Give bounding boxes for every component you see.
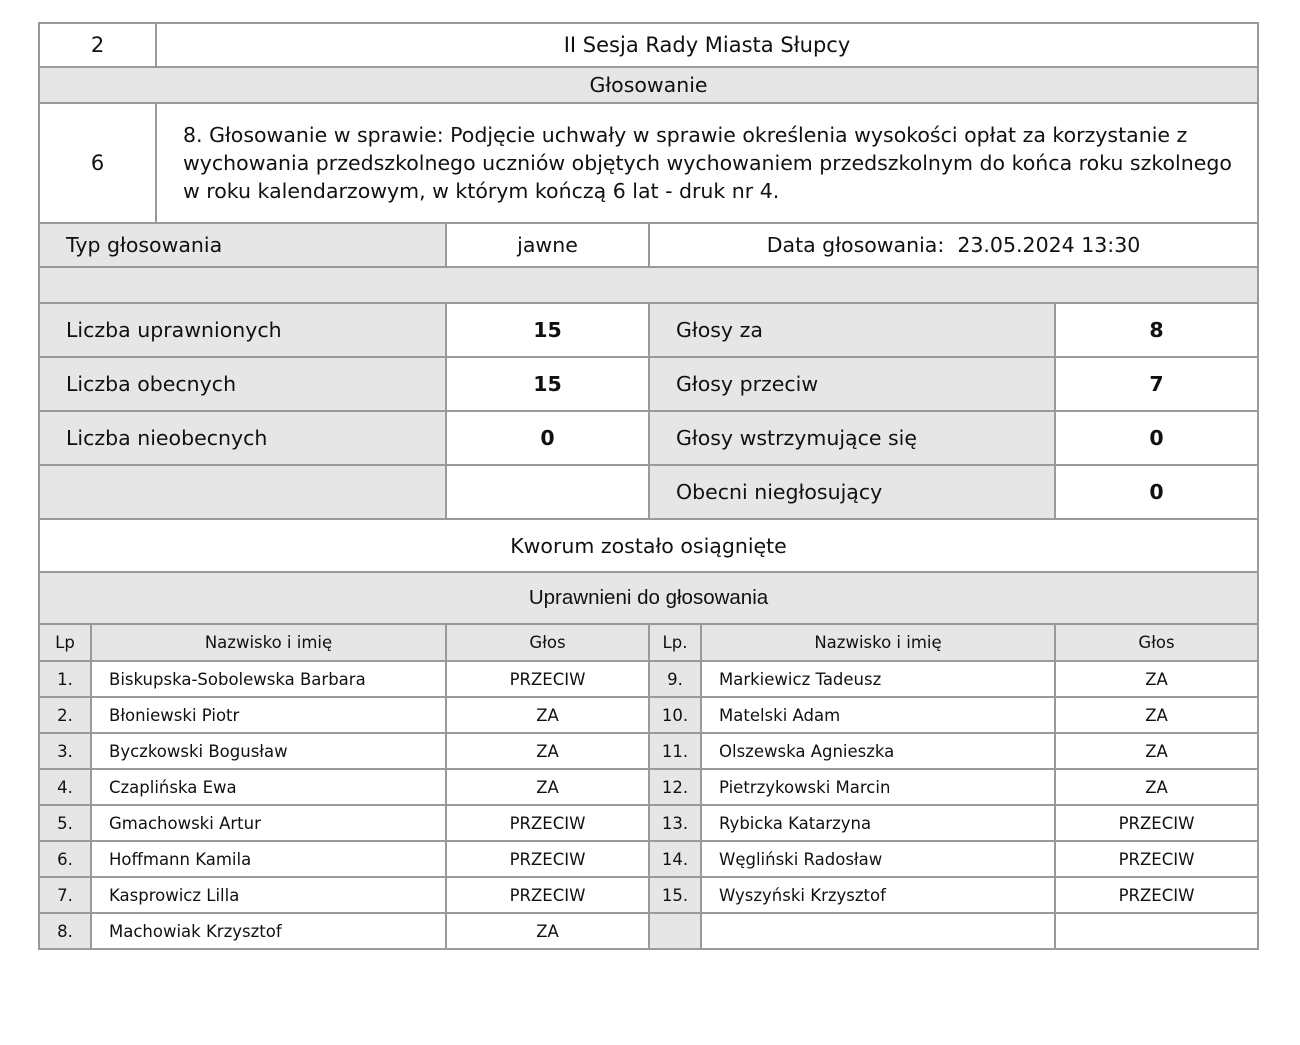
stat-label xyxy=(39,465,446,519)
table-row xyxy=(39,697,1258,733)
voter-lp: 4. xyxy=(39,769,91,805)
voter-name: Czaplińska Ewa xyxy=(91,769,446,805)
col-header-vote: Głos xyxy=(446,624,649,661)
voter-lp: 11. xyxy=(649,733,701,769)
voting-report xyxy=(38,22,1257,950)
voter-lp: 15. xyxy=(649,877,701,913)
voter-name: Markiewicz Tadeusz xyxy=(701,661,1055,697)
voter-lp: 7. xyxy=(39,877,91,913)
voter-vote: ZA xyxy=(446,769,649,805)
spacer-row xyxy=(39,267,1258,303)
voter-lp: 14. xyxy=(649,841,701,877)
stat-row xyxy=(39,357,1258,411)
voter-lp xyxy=(649,913,701,949)
stat-value: 0 xyxy=(1055,411,1258,465)
col-header-vote: Głos xyxy=(1055,624,1258,661)
voter-vote: PRZECIW xyxy=(446,661,649,697)
voter-vote: PRZECIW xyxy=(1055,877,1258,913)
vote-date xyxy=(649,223,1258,267)
voter-name: Błoniewski Piotr xyxy=(91,697,446,733)
vote-type-value: jawne xyxy=(446,223,649,267)
voter-name xyxy=(701,913,1055,949)
table-row xyxy=(39,661,1258,697)
item-number: 6 xyxy=(39,103,156,223)
voter-lp: 8. xyxy=(39,913,91,949)
voter-name: Rybicka Katarzyna xyxy=(701,805,1055,841)
voter-lp: 5. xyxy=(39,805,91,841)
voter-name: Hoffmann Kamila xyxy=(91,841,446,877)
stat-label: Głosy wstrzymujące się xyxy=(649,411,1055,465)
voter-lp: 3. xyxy=(39,733,91,769)
voter-vote: ZA xyxy=(1055,769,1258,805)
stat-label: Liczba nieobecnych xyxy=(39,411,446,465)
stat-label: Liczba uprawnionych xyxy=(39,303,446,357)
stat-row xyxy=(39,303,1258,357)
voters-title-row xyxy=(39,572,1258,624)
voter-vote: PRZECIW xyxy=(446,805,649,841)
voter-name: Matelski Adam xyxy=(701,697,1055,733)
voters-table xyxy=(38,623,1259,950)
stat-value xyxy=(446,465,649,519)
stat-value: 15 xyxy=(446,303,649,357)
voter-name: Gmachowski Artur xyxy=(91,805,446,841)
voter-vote: PRZECIW xyxy=(1055,841,1258,877)
voter-name: Węgliński Radosław xyxy=(701,841,1055,877)
table-row xyxy=(39,877,1258,913)
item-description: 8. Głosowanie w sprawie: Podjęcie uchwały w sprawie określenia wysokości opłat za korzystanie z wychowania przedszkolnego uczniów objętych wychowaniem przedszkolnym do końca roku szkolnego w roku kalendarzowym, w którym kończą 6 lat - druk nr 4. xyxy=(156,103,1258,223)
voter-name: Pietrzykowski Marcin xyxy=(701,769,1055,805)
stats-table xyxy=(38,222,1259,625)
voter-name: Biskupska-Sobolewska Barbara xyxy=(91,661,446,697)
stat-label: Obecni niegłosujący xyxy=(649,465,1055,519)
voter-name: Byczkowski Bogusław xyxy=(91,733,446,769)
voter-lp: 9. xyxy=(649,661,701,697)
col-header-lp: Lp xyxy=(39,624,91,661)
vote-date-label: Data głosowania: xyxy=(766,233,945,257)
voter-lp: 13. xyxy=(649,805,701,841)
stat-row xyxy=(39,465,1258,519)
item-row xyxy=(39,103,1258,223)
voter-vote: ZA xyxy=(1055,733,1258,769)
voter-vote: PRZECIW xyxy=(446,877,649,913)
table-row xyxy=(39,805,1258,841)
voter-vote: ZA xyxy=(446,913,649,949)
session-row xyxy=(39,23,1258,67)
stat-value: 15 xyxy=(446,357,649,411)
col-header-lp: Lp. xyxy=(649,624,701,661)
section-title: Głosowanie xyxy=(39,67,1258,103)
header-table xyxy=(38,22,1259,224)
voters-header-row xyxy=(39,624,1258,661)
voter-vote: ZA xyxy=(446,733,649,769)
stat-row xyxy=(39,411,1258,465)
voter-lp: 1. xyxy=(39,661,91,697)
section-row xyxy=(39,67,1258,103)
voter-vote: ZA xyxy=(1055,697,1258,733)
stat-value: 8 xyxy=(1055,303,1258,357)
col-header-name: Nazwisko i imię xyxy=(91,624,446,661)
vote-type-label: Typ głosowania xyxy=(39,223,446,267)
table-row xyxy=(39,913,1258,949)
table-row xyxy=(39,841,1258,877)
voter-name: Olszewska Agnieszka xyxy=(701,733,1055,769)
stat-label: Głosy przeciw xyxy=(649,357,1055,411)
voter-lp: 10. xyxy=(649,697,701,733)
quorum-status: Kworum zostało osiągnięte xyxy=(39,519,1258,572)
voters-title: Uprawnieni do głosowania xyxy=(39,572,1258,624)
vote-date-value: 23.05.2024 13:30 xyxy=(957,233,1141,257)
voter-lp: 2. xyxy=(39,697,91,733)
voter-vote: PRZECIW xyxy=(446,841,649,877)
stat-label: Liczba obecnych xyxy=(39,357,446,411)
stat-value: 0 xyxy=(1055,465,1258,519)
spacer-cell xyxy=(39,267,1258,303)
voter-name: Kasprowicz Lilla xyxy=(91,877,446,913)
stat-value: 0 xyxy=(446,411,649,465)
voter-vote xyxy=(1055,913,1258,949)
session-title: II Sesja Rady Miasta Słupcy xyxy=(156,23,1258,67)
table-row xyxy=(39,769,1258,805)
col-header-name: Nazwisko i imię xyxy=(701,624,1055,661)
stat-value: 7 xyxy=(1055,357,1258,411)
voter-vote: ZA xyxy=(446,697,649,733)
voter-lp: 6. xyxy=(39,841,91,877)
voter-name: Wyszyński Krzysztof xyxy=(701,877,1055,913)
session-number: 2 xyxy=(39,23,156,67)
table-row xyxy=(39,733,1258,769)
quorum-row xyxy=(39,519,1258,572)
voter-vote: ZA xyxy=(1055,661,1258,697)
voter-lp: 12. xyxy=(649,769,701,805)
voter-name: Machowiak Krzysztof xyxy=(91,913,446,949)
vote-type-row xyxy=(39,223,1258,267)
voter-vote: PRZECIW xyxy=(1055,805,1258,841)
stat-label: Głosy za xyxy=(649,303,1055,357)
